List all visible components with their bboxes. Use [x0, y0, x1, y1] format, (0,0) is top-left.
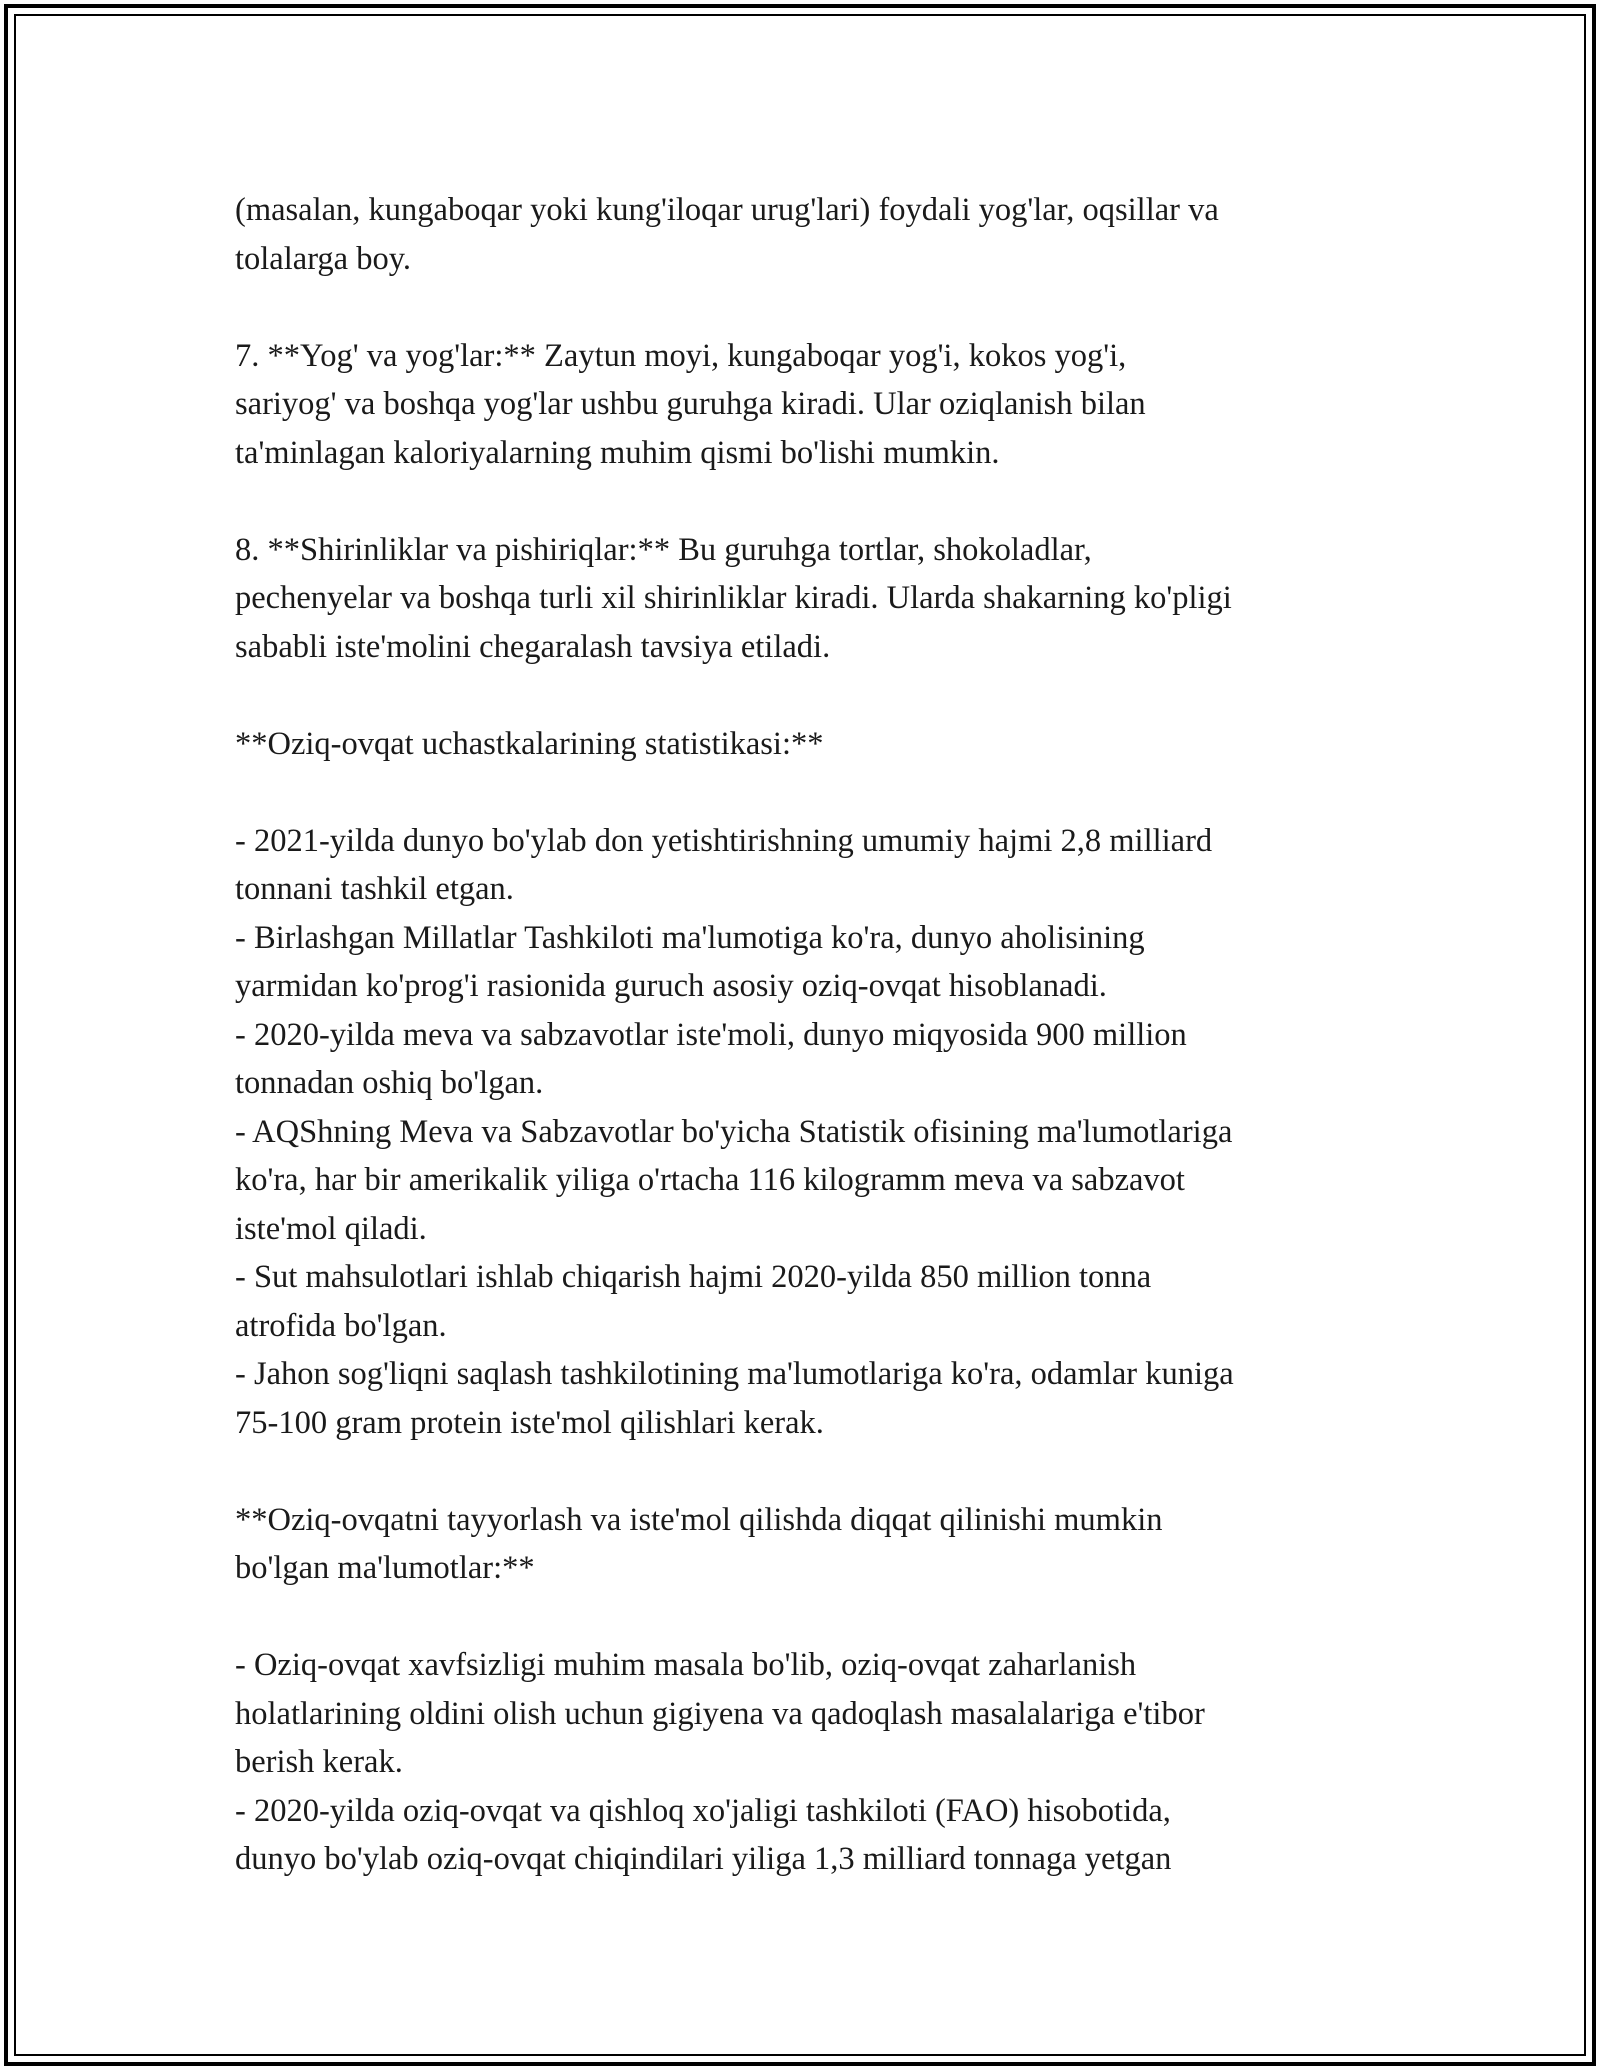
text-line: - Jahon sog'liqni saqlash tashkilotining ma'lumotlariga ko'ra, odamlar kuniga [235, 1356, 1234, 1392]
text-line: - 2021-yilda dunyo bo'ylab don yetishtirishning umumiy hajmi 2,8 milliard [235, 822, 1213, 859]
text-line: berish kerak. [235, 1744, 403, 1780]
text-line: - 2020-yilda meva va sabzavotlar iste'moli, dunyo miqyosida 900 million [235, 1016, 1187, 1053]
text-line: - Sut mahsulotlari ishlab chiqarish hajmi 2020-yilda 850 million tonna [235, 1259, 1152, 1295]
text-line: - 2020-yilda oziq-ovqat va qishloq xo'jaligi tashkiloti (FAO) hisobotida, [235, 1792, 1171, 1829]
text-line: tolalarga boy. [235, 240, 411, 277]
text-line: 7. **Yog' va yog'lar:** Zaytun moyi, kungaboqar yog'i, kokos yog'i, [235, 337, 1127, 374]
text-line: - AQShning Meva va Sabzavotlar bo'yicha Statistik ofisining ma'lumotlariga [235, 1113, 1233, 1150]
paragraph-gap [235, 768, 1385, 817]
text-line: - Oziq-ovqat xavfsizligi muhim masala bo'lib, oziq-ovqat zaharlanish [235, 1647, 1137, 1683]
text-line: holatlarining oldini olish uchun gigiyena va qadoqlash masalalariga e'tibor [235, 1695, 1205, 1732]
text-line: sariyog' va boshqa yog'lar ushbu guruhga kiradi. Ular oziqlanish bilan [235, 386, 1146, 422]
paragraph-gap [235, 671, 1385, 720]
document-body [235, 186, 1385, 1884]
paragraph-gap [235, 1447, 1385, 1496]
section-heading: **Oziq-ovqat uchastkalarining statistikasi:** [235, 725, 824, 762]
section-heading: **Oziq-ovqatni tayyorlash va iste'mol qilishda diqqat qilinishi mumkin [235, 1501, 1163, 1538]
text-line: tonnadan oshiq bo'lgan. [235, 1065, 544, 1101]
text-line: ko'ra, har bir amerikalik yiliga o'rtacha 116 kilogramm meva va sabzavot [235, 1162, 1185, 1198]
text-line: 75-100 gram protein iste'mol qilishlari kerak. [235, 1404, 824, 1441]
text-line: pechenyelar va boshqa turli xil shirinliklar kiradi. Ularda shakarning ko'pligi [235, 580, 1232, 616]
paragraph-gap [235, 1593, 1385, 1642]
text-line: iste'mol qiladi. [235, 1210, 427, 1247]
paragraph-gap [235, 283, 1385, 332]
text-line: tonnani tashkil etgan. [235, 871, 514, 907]
text-line: - Birlashgan Millatlar Tashkiloti ma'lumotiga ko'ra, dunyo aholisining [235, 919, 1145, 956]
text-line: dunyo bo'ylab oziq-ovqat chiqindilari yiliga 1,3 milliard tonnaga yetgan [235, 1841, 1172, 1877]
paragraph-gap [235, 477, 1385, 526]
text-line: (masalan, kungaboqar yoki kung'iloqar urug'lari) foydali yog'lar, oqsillar va [235, 192, 1219, 228]
text-line: 8. **Shirinliklar va pishiriqlar:** Bu guruhga tortlar, shokoladlar, [235, 531, 1092, 568]
text-line: sababli iste'molini chegaralash tavsiya etiladi. [235, 628, 831, 665]
text-line: yarmidan ko'prog'i rasionida guruch asosiy oziq-ovqat hisoblanadi. [235, 968, 1107, 1004]
text-line: atrofida bo'lgan. [235, 1307, 447, 1344]
text-line: ta'minlagan kaloriyalarning muhim qismi bo'lishi mumkin. [235, 434, 1000, 471]
section-heading: bo'lgan ma'lumotlar:** [235, 1550, 535, 1586]
